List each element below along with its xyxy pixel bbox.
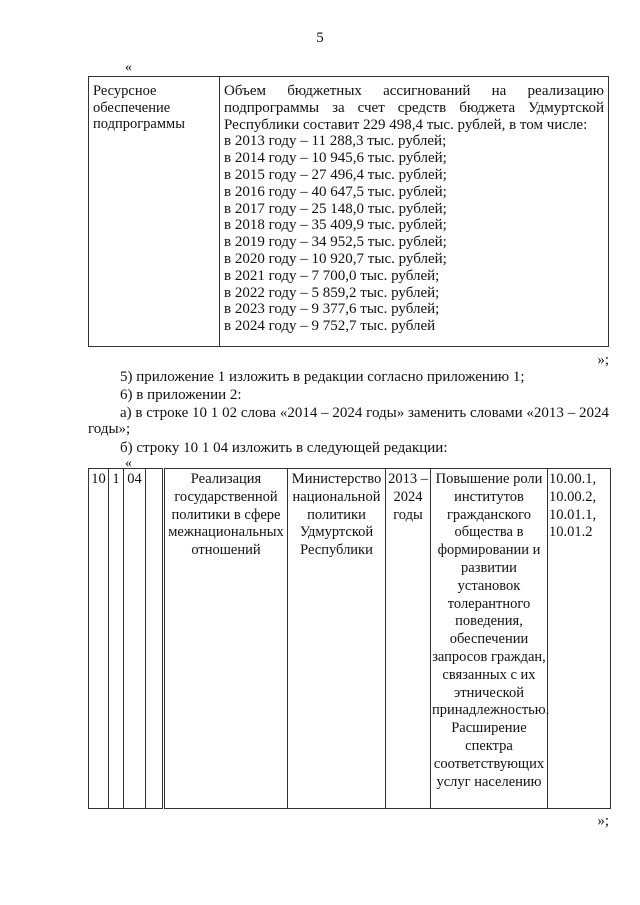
year-line: в 2021 году – 7 700,0 тыс. рублей; — [224, 267, 440, 284]
year-line: в 2014 году – 10 945,6 тыс. рублей; — [224, 150, 447, 167]
activity-name-cell: Реализация государственной политики в сфере межнациональных отношений — [164, 469, 288, 809]
year-line: в 2015 году – 27 496,4 тыс. рублей; — [224, 166, 447, 183]
closing-quote: »; — [597, 352, 609, 368]
year-line: в 2013 году – 11 288,3 тыс. рублей; — [224, 133, 447, 150]
opening-quote: « — [125, 60, 132, 75]
resource-intro: Объем бюджетных ассигнований на реализацию подпрограммы за счет средств бюджета Удмуртской Республики составит 229 498,4 тыс. рублей, в том числе: — [224, 83, 604, 133]
year-line: в 2017 году – 25 148,0 тыс. рублей; — [224, 200, 447, 217]
year-line: в 2016 году – 40 647,5 тыс. рублей; — [224, 183, 447, 200]
indicators-cell: 10.00.1, 10.00.2, 10.01.1, 10.01.2 — [548, 469, 611, 809]
expected-result-cell: Повышение роли институтов гражданского общества в формировании и развитии установок толерантного поведения, обеспечении запросов граждан, связанных с их этнической принадлежностью. Расширение спектра соответствующих услуг населению — [431, 469, 548, 809]
code-cell — [146, 469, 164, 809]
resource-label: Ресурсное обеспечение подпрограммы — [89, 77, 220, 347]
paragraph-a: а) в строке 10 1 02 слова «2014 – 2024 годы» заменить словами «2013 – 2024 годы»; — [88, 405, 609, 437]
opening-quote: « — [125, 456, 132, 471]
year-line: в 2023 году – 9 377,6 тыс. рублей; — [224, 301, 440, 318]
closing-quote: »; — [597, 813, 609, 829]
code-cell: 10 — [89, 469, 109, 809]
resource-text — [220, 77, 609, 347]
resource-table — [88, 76, 609, 347]
paragraph-b: б) строку 10 1 04 изложить в следующей редакции: — [120, 440, 448, 456]
code-cell: 04 — [124, 469, 146, 809]
paragraph-6: 6) в приложении 2: — [120, 387, 242, 403]
year-line: в 2019 году – 34 952,5 тыс. рублей; — [224, 234, 447, 251]
page-number: 5 — [316, 30, 324, 46]
period-cell: 2013 – 2024 годы — [386, 469, 431, 809]
executor-cell: Министерство национальной политики Удмуртской Республики — [288, 469, 386, 809]
program-row-table — [88, 468, 611, 809]
year-line: в 2024 году – 9 752,7 тыс. рублей — [224, 318, 436, 335]
year-line: в 2022 году – 5 859,2 тыс. рублей; — [224, 284, 440, 301]
code-cell: 1 — [109, 469, 124, 809]
year-line: в 2018 году – 35 409,9 тыс. рублей; — [224, 217, 447, 234]
year-line: в 2020 году – 10 920,7 тыс. рублей; — [224, 250, 447, 267]
paragraph-5: 5) приложение 1 изложить в редакции согласно приложению 1; — [120, 369, 525, 385]
